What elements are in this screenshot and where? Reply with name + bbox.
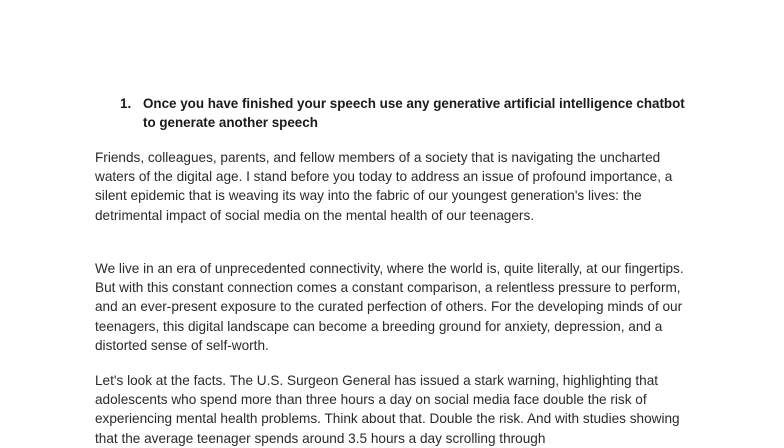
numbered-question	[120, 94, 690, 132]
speech-paragraph-3: Let's look at the facts. The U.S. Surgeon General has issued a stark warning, highlighting that adolescents who spend more than three hours a day on social media face double the risk of experiencing mental health problems. Think about that. Double the risk. And with studies showing that the average teenager spends around 3.5 hours a day scrolling through	[95, 373, 680, 446]
question-number: 1.	[120, 96, 132, 111]
speech-paragraph-1: Friends, colleagues, parents, and fellow members of a society that is navigating the uncharted waters of the digital age. I stand before you today to address an issue of profound importance, a silent epidemic that is weaving its way into the fabric of our youngest generation's lives: the detrimental impact of social media on the mental health of our teenagers.	[95, 150, 673, 223]
question-text: Once you have finished your speech use any generative artificial intelligence chatbot to generate another speech	[143, 96, 685, 130]
speech-paragraph-2: We live in an era of unprecedented connectivity, where the world is, quite literally, at our fingertips. But with this constant connection comes a constant comparison, a relentless pressure to perform, and an ever-present exposure to the curated perfection of others. For the developing minds of our teenagers, this digital landscape can become a breeding ground for anxiety, depression, and a distorted sense of self-worth.	[95, 261, 684, 353]
